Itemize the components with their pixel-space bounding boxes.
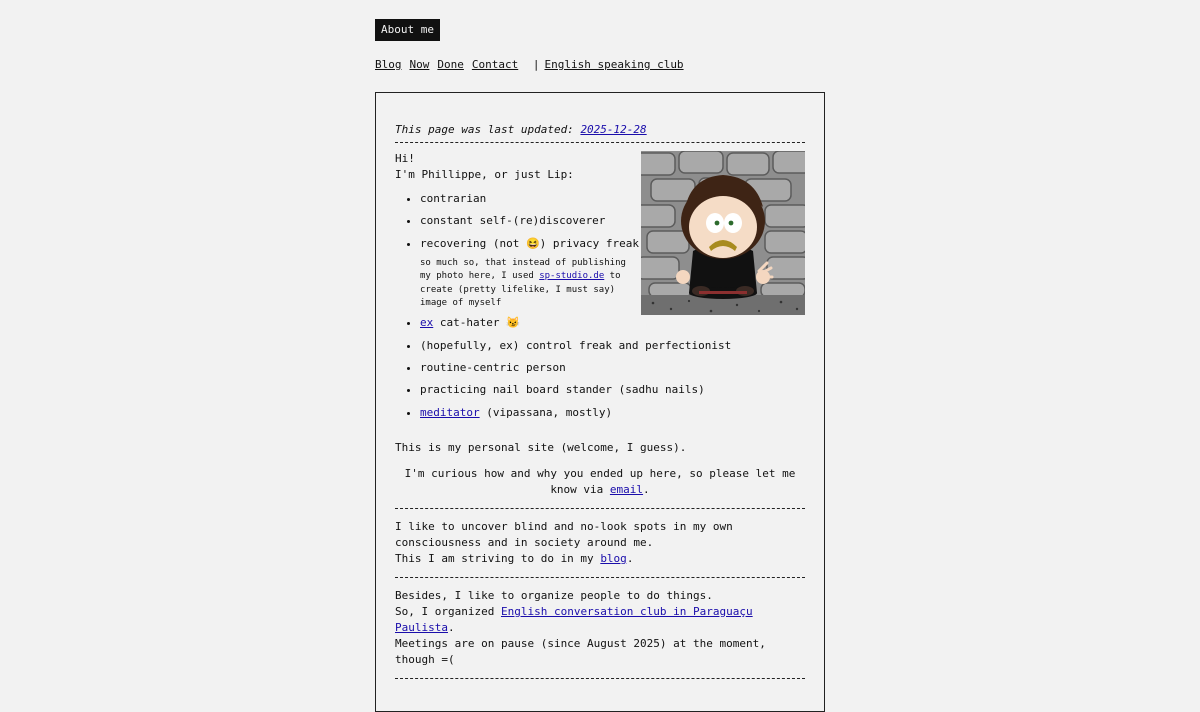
last-updated-label: This page was last updated: <box>395 123 574 136</box>
last-updated-date-link[interactable]: 2025-12-28 <box>580 123 647 136</box>
organize-text: Besides, I like to organize people to do things. <box>395 588 713 602</box>
meetings-text: Meetings are on pause (since August 2025) at the moment, though =( <box>395 636 766 666</box>
striving-text <box>395 551 805 567</box>
english-club-link[interactable]: English conversation club in Paraguaçu Paulista <box>395 604 753 634</box>
ex-link[interactable]: ex <box>420 316 434 330</box>
list-item <box>420 405 805 421</box>
greeting-text: Hi! <box>395 152 415 165</box>
curious-end: . <box>643 482 650 496</box>
nav-separator: | <box>532 58 540 71</box>
avatar-image <box>641 151 805 315</box>
organized-prefix: So, I organized <box>395 604 495 618</box>
top-nav <box>375 58 825 72</box>
page-wrapper <box>375 19 825 712</box>
nav-english-club-link[interactable]: English speaking club <box>544 58 684 71</box>
blind-spots-text: I like to uncover blind and no-look spots in my own consciousness and in society around me. <box>395 519 733 549</box>
intro-text: I'm Phillippe, or just Lip: <box>395 168 574 181</box>
trait-text: (vipassana, mostly) <box>486 405 613 419</box>
curious-text <box>395 466 805 498</box>
divider <box>395 577 805 578</box>
nav-contact-link[interactable]: Contact <box>471 58 519 71</box>
striving-sentence: This I am striving to do in my <box>395 551 594 565</box>
divider <box>395 508 805 509</box>
trait-text: recovering (not 😆) privacy freak <box>420 236 639 250</box>
nav-blog-link[interactable]: Blog <box>375 58 402 71</box>
list-item: • routine-centric person <box>420 360 805 376</box>
note-text-after: to create (pretty lifelike, I must say) image of myself <box>420 271 621 309</box>
last-updated <box>395 123 805 142</box>
organized-text <box>395 604 805 636</box>
curious-sentence: I'm curious how and why you ended up here, so please let me know via <box>404 466 796 496</box>
list-item: • constant self-(re)discoverer <box>420 213 805 229</box>
list-item <box>420 315 805 331</box>
meditator-link[interactable]: meditator <box>420 405 480 419</box>
striving-end: . <box>626 551 634 565</box>
divider <box>395 678 805 679</box>
list-item: • contrarian <box>420 191 805 207</box>
organized-end: . <box>447 620 455 634</box>
page-title: About me <box>375 19 440 41</box>
note-text-before: so much so, that instead of publishing my photo here, I used <box>420 257 626 282</box>
content-card <box>375 92 825 712</box>
trait-text: cat-hater 😼 <box>439 316 520 330</box>
privacy-note <box>420 257 634 311</box>
list-item: • (hopefully, ex) control freak and perfectionist <box>420 338 805 354</box>
personal-site-text: This is my personal site (welcome, I guess). <box>395 440 687 454</box>
blog-link[interactable]: blog <box>600 551 627 565</box>
nav-now-link[interactable]: Now <box>409 58 430 71</box>
sp-studio-link[interactable]: sp-studio.de <box>539 271 605 282</box>
nav-done-link[interactable]: Done <box>437 58 464 71</box>
email-link[interactable]: email <box>609 482 644 496</box>
list-item: • practicing nail board stander (sadhu nails) <box>420 382 805 398</box>
intro-section <box>395 143 805 421</box>
